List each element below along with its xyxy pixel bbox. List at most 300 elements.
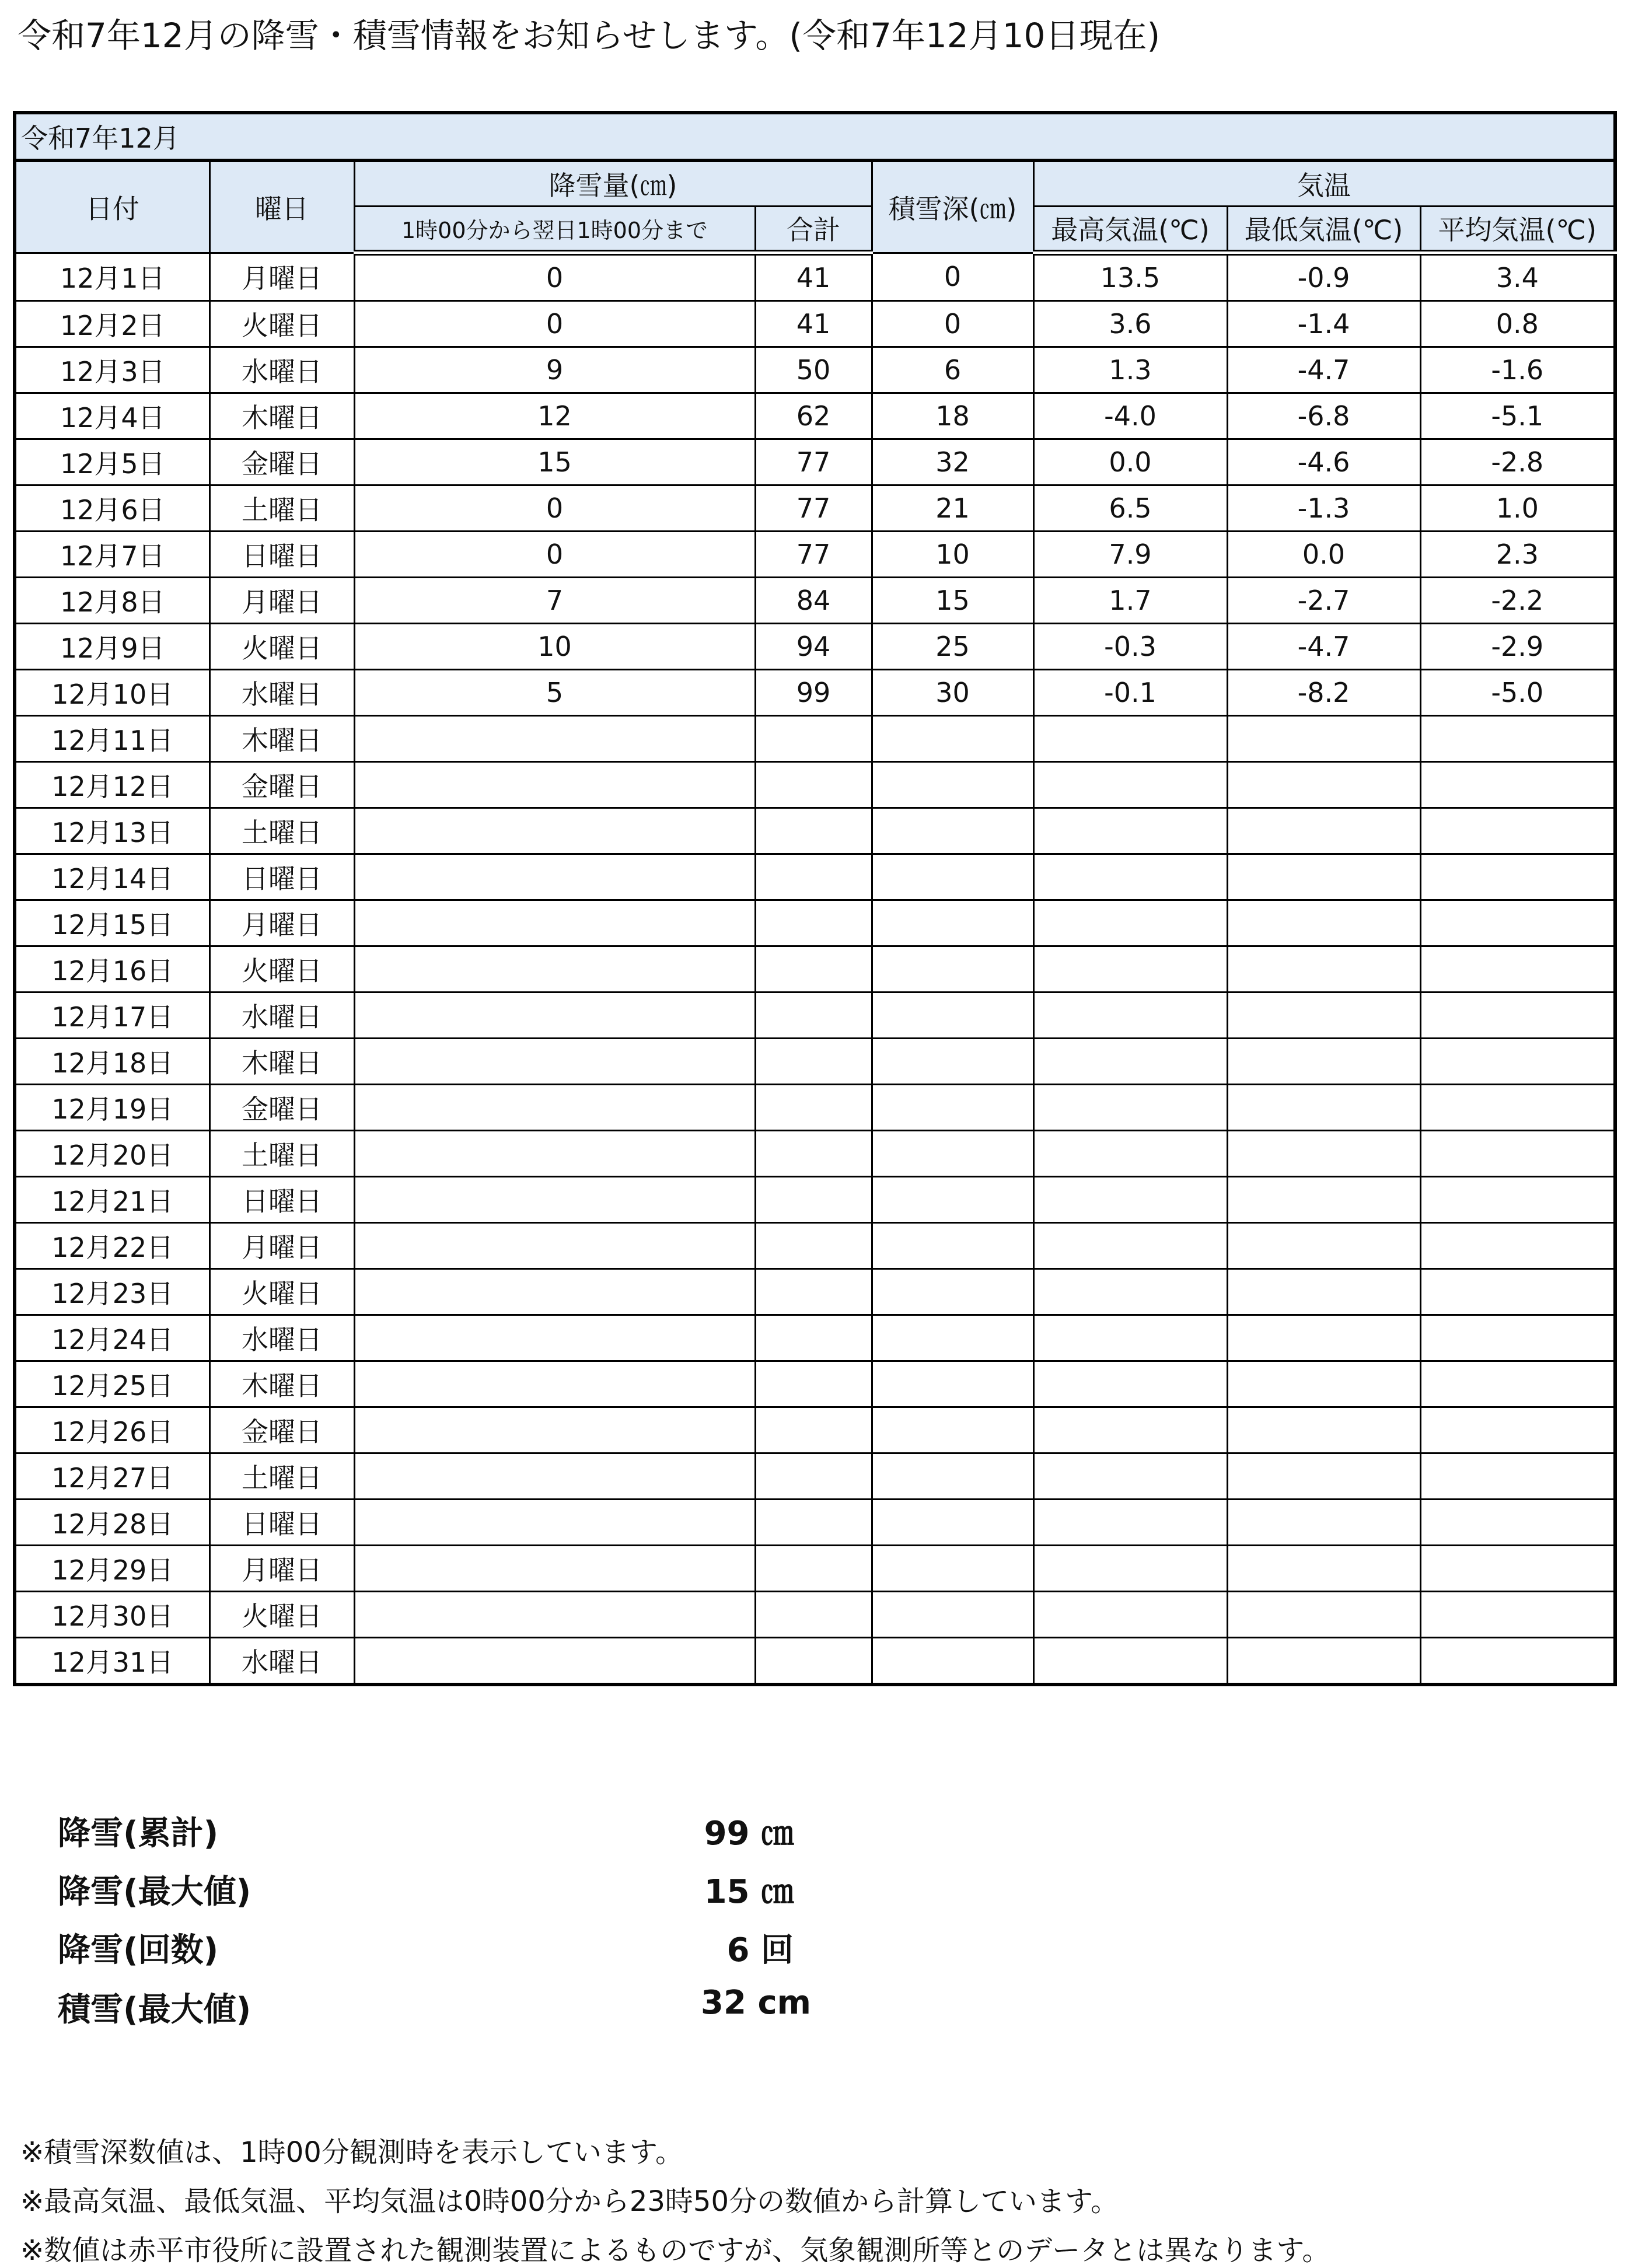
- cell-snowfall: 7: [354, 578, 755, 624]
- cell-avg-temp: [1420, 1453, 1615, 1500]
- cell-max-temp: [1033, 1500, 1227, 1546]
- cell-weekday: 土曜日: [209, 1453, 354, 1500]
- cell-avg-temp: [1420, 1223, 1615, 1269]
- cell-snow-depth: 6: [872, 347, 1033, 393]
- table-row: [15, 900, 1615, 946]
- cell-weekday: 火曜日: [209, 946, 354, 993]
- cell-avg-temp: [1420, 808, 1615, 854]
- cell-avg-temp: -5.1: [1420, 393, 1615, 439]
- snow-data-table: [13, 111, 1617, 1686]
- cell-weekday: 火曜日: [209, 1269, 354, 1315]
- cell-min-temp: [1227, 1638, 1420, 1685]
- cell-date: 12月23日: [15, 1269, 209, 1315]
- cell-snowfall: [354, 1407, 755, 1453]
- note-data-source: ※数値は赤平市役所に設置された観測装置によるものですが、気象観測所等とのデータとは異なります。: [20, 2234, 1330, 2267]
- cell-avg-temp: 1.0: [1420, 485, 1615, 532]
- cell-date: 12月18日: [15, 1039, 209, 1085]
- cell-snowfall: [354, 993, 755, 1039]
- cell-date: 12月17日: [15, 993, 209, 1039]
- cell-avg-temp: [1420, 762, 1615, 808]
- cell-snowfall-total: [755, 1453, 872, 1500]
- cell-snowfall: 0: [354, 532, 755, 578]
- cell-max-temp: 7.9: [1033, 532, 1227, 578]
- cell-snowfall-total: 50: [755, 347, 872, 393]
- summary-value-max-snow-depth: 32 cm: [701, 1984, 811, 2022]
- header-avg-temp: 平均気温(℃): [1420, 206, 1615, 253]
- cell-min-temp: [1227, 900, 1420, 946]
- cell-avg-temp: [1420, 1546, 1615, 1592]
- cell-avg-temp: 0.8: [1420, 301, 1615, 347]
- cell-snowfall-total: 62: [755, 393, 872, 439]
- cell-snow-depth: [872, 808, 1033, 854]
- cell-min-temp: [1227, 1500, 1420, 1546]
- cell-avg-temp: [1420, 716, 1615, 762]
- cell-snowfall-total: 84: [755, 578, 872, 624]
- cell-weekday: 水曜日: [209, 1638, 354, 1685]
- table-row: [15, 762, 1615, 808]
- table-row: [15, 485, 1615, 532]
- table-row: [15, 1592, 1615, 1638]
- cell-snow-depth: [872, 1592, 1033, 1638]
- cell-snow-depth: 0: [872, 253, 1033, 301]
- cell-avg-temp: -2.8: [1420, 439, 1615, 485]
- cell-snow-depth: [872, 993, 1033, 1039]
- table-row: [15, 1453, 1615, 1500]
- cell-snowfall: 9: [354, 347, 755, 393]
- cell-weekday: 金曜日: [209, 1407, 354, 1453]
- cell-weekday: 月曜日: [209, 253, 354, 301]
- cell-max-temp: [1033, 1315, 1227, 1361]
- cell-snow-depth: [872, 1361, 1033, 1407]
- cell-avg-temp: [1420, 1361, 1615, 1407]
- cell-max-temp: [1033, 808, 1227, 854]
- cell-snowfall-total: [755, 1315, 872, 1361]
- cell-min-temp: [1227, 854, 1420, 900]
- cell-snowfall-total: [755, 1131, 872, 1177]
- cell-snowfall: [354, 1085, 755, 1131]
- cell-snowfall-total: [755, 716, 872, 762]
- cell-snow-depth: [872, 900, 1033, 946]
- month-label: 令和7年12月: [15, 113, 1615, 160]
- cell-date: 12月16日: [15, 946, 209, 993]
- cell-snowfall: 12: [354, 393, 755, 439]
- header-snowfall-daily: 1時00分から翌日1時00分まで: [354, 206, 755, 253]
- cell-min-temp: [1227, 762, 1420, 808]
- cell-weekday: 月曜日: [209, 1223, 354, 1269]
- cell-snowfall-total: [755, 1546, 872, 1592]
- cell-snowfall: 10: [354, 624, 755, 670]
- table-row: [15, 716, 1615, 762]
- table-row: [15, 439, 1615, 485]
- cell-min-temp: [1227, 1177, 1420, 1223]
- cell-max-temp: -4.0: [1033, 393, 1227, 439]
- cell-snowfall-total: [755, 993, 872, 1039]
- cell-weekday: 火曜日: [209, 624, 354, 670]
- cell-date: 12月5日: [15, 439, 209, 485]
- summary-value-max-snowfall: 15 ㎝: [704, 1873, 794, 1911]
- cell-snowfall-total: [755, 1361, 872, 1407]
- table-row: [15, 1269, 1615, 1315]
- cell-avg-temp: -2.2: [1420, 578, 1615, 624]
- table-body: [15, 253, 1615, 1685]
- cell-max-temp: [1033, 1039, 1227, 1085]
- cell-date: 12月30日: [15, 1592, 209, 1638]
- table-row: [15, 1085, 1615, 1131]
- cell-date: 12月28日: [15, 1500, 209, 1546]
- cell-date: 12月10日: [15, 670, 209, 716]
- cell-date: 12月1日: [15, 253, 209, 301]
- cell-max-temp: 1.3: [1033, 347, 1227, 393]
- cell-min-temp: -6.8: [1227, 393, 1420, 439]
- cell-max-temp: [1033, 1592, 1227, 1638]
- cell-max-temp: [1033, 1638, 1227, 1685]
- table-row: [15, 808, 1615, 854]
- cell-snowfall-total: [755, 1085, 872, 1131]
- cell-weekday: 水曜日: [209, 993, 354, 1039]
- cell-snow-depth: [872, 1407, 1033, 1453]
- cell-max-temp: 1.7: [1033, 578, 1227, 624]
- cell-snowfall-total: [755, 1177, 872, 1223]
- table-row: [15, 253, 1615, 301]
- cell-snowfall: [354, 1592, 755, 1638]
- cell-snow-depth: [872, 762, 1033, 808]
- cell-min-temp: [1227, 1546, 1420, 1592]
- cell-date: 12月22日: [15, 1223, 209, 1269]
- cell-avg-temp: [1420, 1177, 1615, 1223]
- cell-min-temp: [1227, 993, 1420, 1039]
- note-snow-depth: ※積雪深数値は、1時00分観測時を表示しています。: [20, 2136, 683, 2169]
- table-row: [15, 1131, 1615, 1177]
- cell-max-temp: 3.6: [1033, 301, 1227, 347]
- table-row: [15, 1361, 1615, 1407]
- table-row: [15, 1315, 1615, 1361]
- cell-snowfall-total: [755, 1269, 872, 1315]
- table-row: [15, 532, 1615, 578]
- table-row: [15, 624, 1615, 670]
- cell-max-temp: [1033, 946, 1227, 993]
- cell-snowfall-total: 77: [755, 439, 872, 485]
- cell-snowfall: 5: [354, 670, 755, 716]
- cell-date: 12月11日: [15, 716, 209, 762]
- table-row: [15, 1638, 1615, 1685]
- cell-weekday: 火曜日: [209, 1592, 354, 1638]
- cell-snowfall-total: [755, 1039, 872, 1085]
- cell-weekday: 木曜日: [209, 393, 354, 439]
- cell-weekday: 水曜日: [209, 1315, 354, 1361]
- cell-min-temp: -4.7: [1227, 347, 1420, 393]
- cell-snowfall-total: [755, 1500, 872, 1546]
- cell-snow-depth: [872, 1269, 1033, 1315]
- cell-snow-depth: 0: [872, 301, 1033, 347]
- cell-avg-temp: 3.4: [1420, 253, 1615, 301]
- cell-snowfall: [354, 1361, 755, 1407]
- cell-snow-depth: [872, 1177, 1033, 1223]
- cell-weekday: 土曜日: [209, 808, 354, 854]
- cell-snowfall: [354, 1177, 755, 1223]
- cell-min-temp: [1227, 1131, 1420, 1177]
- cell-avg-temp: [1420, 900, 1615, 946]
- cell-date: 12月25日: [15, 1361, 209, 1407]
- cell-max-temp: [1033, 1177, 1227, 1223]
- cell-weekday: 日曜日: [209, 854, 354, 900]
- cell-snowfall: [354, 1500, 755, 1546]
- summary-value-snowfall-count: 6 回: [726, 1931, 794, 1969]
- table-row: [15, 393, 1615, 439]
- header-snowfall-total: 合計: [755, 206, 872, 253]
- cell-min-temp: [1227, 1453, 1420, 1500]
- cell-max-temp: 6.5: [1033, 485, 1227, 532]
- cell-date: 12月7日: [15, 532, 209, 578]
- header-date: 日付: [15, 160, 209, 253]
- cell-min-temp: [1227, 1223, 1420, 1269]
- cell-max-temp: 0.0: [1033, 439, 1227, 485]
- cell-snow-depth: [872, 1315, 1033, 1361]
- cell-snowfall-total: [755, 1407, 872, 1453]
- cell-snowfall-total: 41: [755, 301, 872, 347]
- cell-avg-temp: [1420, 1131, 1615, 1177]
- cell-min-temp: [1227, 808, 1420, 854]
- cell-max-temp: [1033, 1269, 1227, 1315]
- table-row: [15, 854, 1615, 900]
- cell-avg-temp: [1420, 993, 1615, 1039]
- cell-snow-depth: [872, 854, 1033, 900]
- cell-weekday: 日曜日: [209, 1500, 354, 1546]
- cell-min-temp: [1227, 1592, 1420, 1638]
- cell-avg-temp: -5.0: [1420, 670, 1615, 716]
- cell-snow-depth: 15: [872, 578, 1033, 624]
- cell-date: 12月29日: [15, 1546, 209, 1592]
- cell-max-temp: [1033, 1223, 1227, 1269]
- cell-snowfall: [354, 1039, 755, 1085]
- cell-avg-temp: [1420, 1315, 1615, 1361]
- cell-date: 12月15日: [15, 900, 209, 946]
- cell-weekday: 金曜日: [209, 1085, 354, 1131]
- cell-avg-temp: [1420, 946, 1615, 993]
- cell-snowfall-total: 41: [755, 253, 872, 301]
- cell-max-temp: [1033, 854, 1227, 900]
- cell-min-temp: -4.7: [1227, 624, 1420, 670]
- table-row: [15, 578, 1615, 624]
- cell-snow-depth: [872, 1638, 1033, 1685]
- cell-snow-depth: [872, 1546, 1033, 1592]
- cell-snowfall-total: [755, 900, 872, 946]
- header-weekday: 曜日: [209, 160, 354, 253]
- table-row: [15, 1546, 1615, 1592]
- cell-min-temp: [1227, 716, 1420, 762]
- cell-weekday: 火曜日: [209, 301, 354, 347]
- cell-max-temp: -0.3: [1033, 624, 1227, 670]
- cell-snowfall: [354, 1453, 755, 1500]
- cell-min-temp: [1227, 1407, 1420, 1453]
- cell-weekday: 金曜日: [209, 762, 354, 808]
- cell-max-temp: [1033, 1131, 1227, 1177]
- table-row: [15, 1500, 1615, 1546]
- cell-snow-depth: [872, 1085, 1033, 1131]
- cell-date: 12月3日: [15, 347, 209, 393]
- cell-date: 12月19日: [15, 1085, 209, 1131]
- cell-snowfall: [354, 946, 755, 993]
- cell-avg-temp: [1420, 1592, 1615, 1638]
- table-row: [15, 946, 1615, 993]
- cell-snowfall-total: [755, 946, 872, 993]
- cell-snowfall: 0: [354, 485, 755, 532]
- cell-snowfall: [354, 1315, 755, 1361]
- cell-weekday: 金曜日: [209, 439, 354, 485]
- cell-avg-temp: [1420, 1407, 1615, 1453]
- table-row: [15, 670, 1615, 716]
- table-row: [15, 347, 1615, 393]
- cell-date: 12月12日: [15, 762, 209, 808]
- header-snow-depth: 積雪深(㎝): [872, 160, 1033, 253]
- summary-label-snowfall-count: 降雪(回数): [58, 1931, 219, 1969]
- cell-max-temp: [1033, 900, 1227, 946]
- cell-avg-temp: [1420, 1638, 1615, 1685]
- cell-snowfall-total: [755, 1223, 872, 1269]
- cell-snowfall: 0: [354, 301, 755, 347]
- cell-snow-depth: 25: [872, 624, 1033, 670]
- cell-avg-temp: [1420, 1085, 1615, 1131]
- cell-weekday: 土曜日: [209, 1131, 354, 1177]
- cell-min-temp: -2.7: [1227, 578, 1420, 624]
- cell-snow-depth: [872, 1500, 1033, 1546]
- cell-snowfall: [354, 854, 755, 900]
- note-temperature: ※最高気温、最低気温、平均気温は0時00分から23時50分の数値から計算しています。: [20, 2185, 1119, 2218]
- cell-weekday: 月曜日: [209, 900, 354, 946]
- cell-avg-temp: [1420, 854, 1615, 900]
- cell-avg-temp: [1420, 1269, 1615, 1315]
- cell-snowfall: [354, 1223, 755, 1269]
- cell-weekday: 木曜日: [209, 1361, 354, 1407]
- cell-snowfall: [354, 808, 755, 854]
- cell-weekday: 月曜日: [209, 1546, 354, 1592]
- cell-snowfall: [354, 716, 755, 762]
- cell-snowfall: 0: [354, 253, 755, 301]
- summary-value-total-snowfall: 99 ㎝: [704, 1815, 794, 1853]
- cell-snow-depth: 10: [872, 532, 1033, 578]
- cell-snow-depth: [872, 1131, 1033, 1177]
- cell-weekday: 木曜日: [209, 716, 354, 762]
- table-row: [15, 1223, 1615, 1269]
- cell-snowfall: [354, 1269, 755, 1315]
- cell-snowfall-total: [755, 1592, 872, 1638]
- cell-min-temp: [1227, 946, 1420, 993]
- cell-snowfall-total: [755, 808, 872, 854]
- cell-max-temp: [1033, 1546, 1227, 1592]
- header-min-temp: 最低気温(℃): [1227, 206, 1420, 253]
- cell-snow-depth: [872, 1039, 1033, 1085]
- cell-date: 12月27日: [15, 1453, 209, 1500]
- cell-date: 12月14日: [15, 854, 209, 900]
- cell-min-temp: -1.4: [1227, 301, 1420, 347]
- cell-min-temp: [1227, 1361, 1420, 1407]
- table-row: [15, 1039, 1615, 1085]
- cell-max-temp: [1033, 1453, 1227, 1500]
- page-title: 令和7年12月の降雪・積雪情報をお知らせします。(令和7年12月10日現在): [18, 16, 1161, 55]
- cell-snowfall: [354, 762, 755, 808]
- cell-max-temp: [1033, 762, 1227, 808]
- cell-weekday: 月曜日: [209, 578, 354, 624]
- cell-weekday: 日曜日: [209, 532, 354, 578]
- cell-weekday: 土曜日: [209, 485, 354, 532]
- cell-date: 12月21日: [15, 1177, 209, 1223]
- cell-weekday: 木曜日: [209, 1039, 354, 1085]
- cell-snowfall-total: 77: [755, 485, 872, 532]
- cell-snowfall-total: [755, 1638, 872, 1685]
- cell-snowfall-total: 94: [755, 624, 872, 670]
- cell-snow-depth: [872, 1223, 1033, 1269]
- cell-max-temp: [1033, 993, 1227, 1039]
- cell-max-temp: -0.1: [1033, 670, 1227, 716]
- cell-snow-depth: 30: [872, 670, 1033, 716]
- cell-min-temp: -1.3: [1227, 485, 1420, 532]
- cell-snow-depth: [872, 1453, 1033, 1500]
- cell-min-temp: [1227, 1039, 1420, 1085]
- cell-date: 12月2日: [15, 301, 209, 347]
- cell-snowfall: [354, 1131, 755, 1177]
- cell-snowfall-total: [755, 762, 872, 808]
- cell-snowfall: [354, 900, 755, 946]
- cell-date: 12月9日: [15, 624, 209, 670]
- header-max-temp: 最高気温(℃): [1033, 206, 1227, 253]
- cell-max-temp: [1033, 1361, 1227, 1407]
- cell-min-temp: -8.2: [1227, 670, 1420, 716]
- cell-date: 12月26日: [15, 1407, 209, 1453]
- cell-snow-depth: [872, 716, 1033, 762]
- cell-snowfall-total: 99: [755, 670, 872, 716]
- table-row: [15, 301, 1615, 347]
- cell-min-temp: [1227, 1085, 1420, 1131]
- cell-max-temp: [1033, 716, 1227, 762]
- cell-min-temp: -4.6: [1227, 439, 1420, 485]
- cell-snow-depth: 21: [872, 485, 1033, 532]
- cell-date: 12月24日: [15, 1315, 209, 1361]
- cell-avg-temp: [1420, 1500, 1615, 1546]
- cell-date: 12月13日: [15, 808, 209, 854]
- header-snowfall: 降雪量(㎝): [354, 160, 872, 206]
- cell-max-temp: 13.5: [1033, 253, 1227, 301]
- cell-weekday: 水曜日: [209, 347, 354, 393]
- cell-snowfall: [354, 1546, 755, 1592]
- cell-snow-depth: [872, 946, 1033, 993]
- header-temperature: 気温: [1033, 160, 1615, 206]
- cell-snowfall-total: 77: [755, 532, 872, 578]
- cell-max-temp: [1033, 1407, 1227, 1453]
- cell-snow-depth: 32: [872, 439, 1033, 485]
- cell-date: 12月8日: [15, 578, 209, 624]
- cell-max-temp: [1033, 1085, 1227, 1131]
- cell-date: 12月4日: [15, 393, 209, 439]
- cell-min-temp: [1227, 1269, 1420, 1315]
- table-row: [15, 993, 1615, 1039]
- cell-snow-depth: 18: [872, 393, 1033, 439]
- cell-min-temp: -0.9: [1227, 253, 1420, 301]
- cell-snowfall: [354, 1638, 755, 1685]
- cell-min-temp: [1227, 1315, 1420, 1361]
- cell-avg-temp: -2.9: [1420, 624, 1615, 670]
- cell-avg-temp: 2.3: [1420, 532, 1615, 578]
- cell-snowfall: 15: [354, 439, 755, 485]
- cell-date: 12月31日: [15, 1638, 209, 1685]
- summary-label-max-snowfall: 降雪(最大値): [58, 1873, 251, 1911]
- summary-label-max-snow-depth: 積雪(最大値): [58, 1991, 251, 2029]
- cell-avg-temp: [1420, 1039, 1615, 1085]
- table-row: [15, 1177, 1615, 1223]
- cell-date: 12月20日: [15, 1131, 209, 1177]
- cell-weekday: 水曜日: [209, 670, 354, 716]
- table-row: [15, 1407, 1615, 1453]
- cell-date: 12月6日: [15, 485, 209, 532]
- cell-weekday: 日曜日: [209, 1177, 354, 1223]
